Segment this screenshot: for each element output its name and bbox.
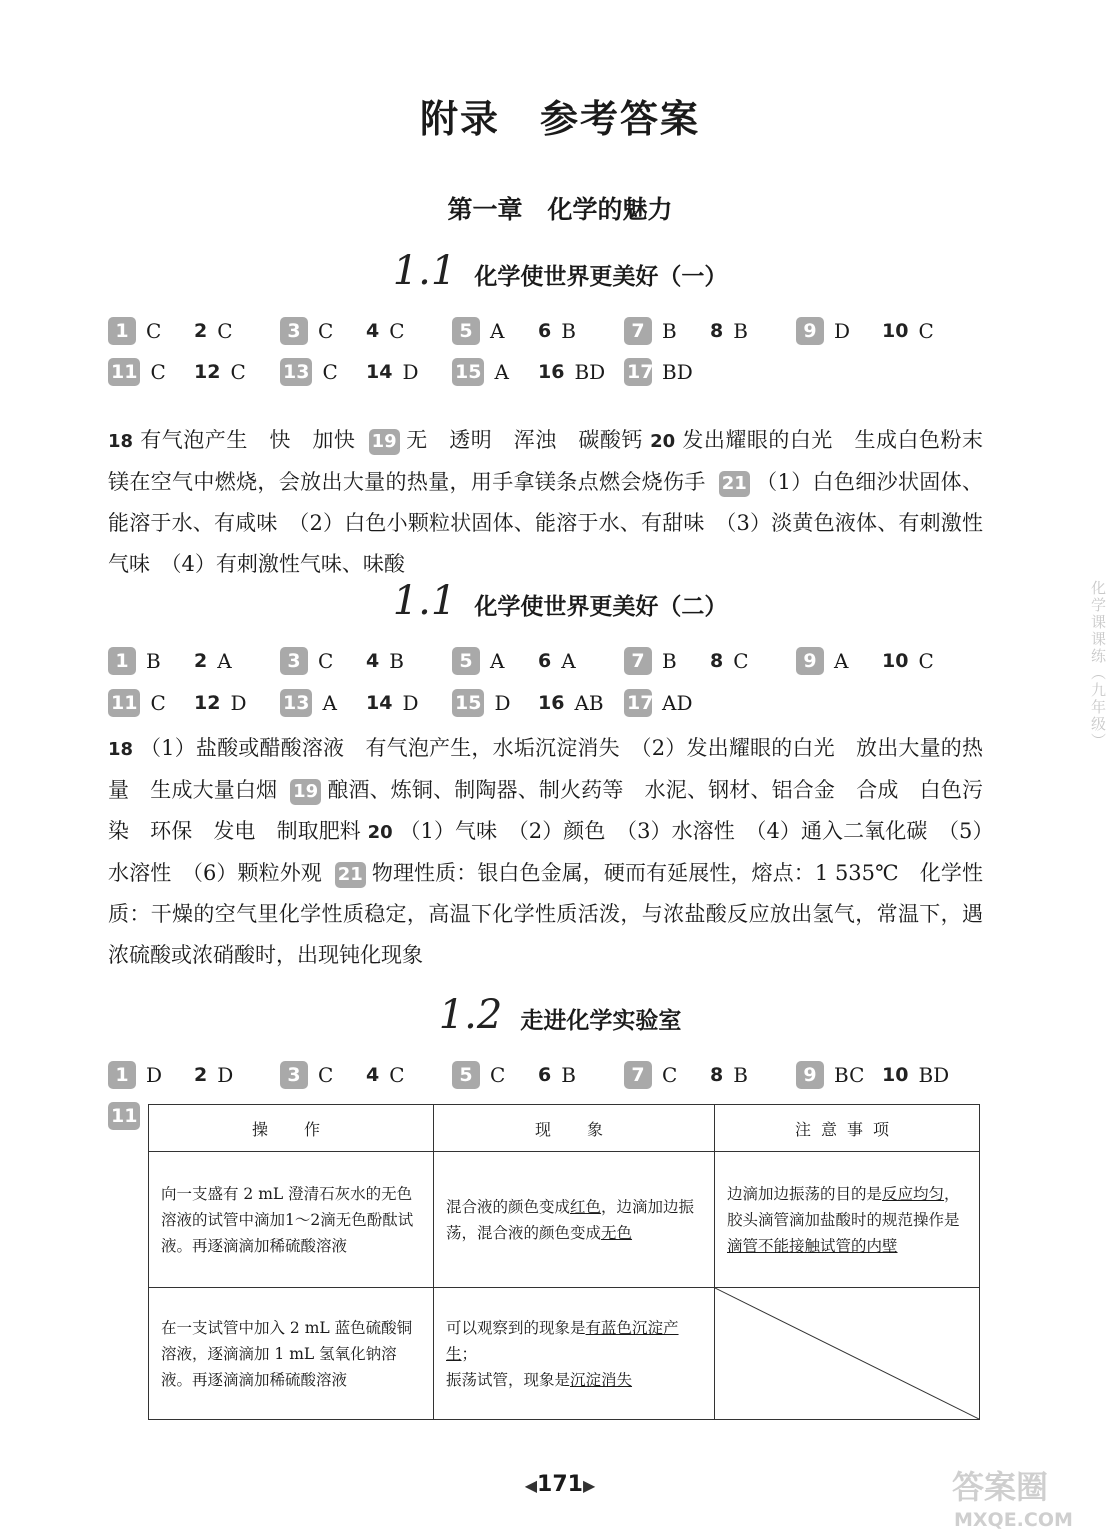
underlined-answer: 沉淀消失: [570, 1370, 633, 1389]
watermark-text-top: 答案圈: [952, 1468, 1049, 1506]
cell-text: ；: [461, 1344, 478, 1363]
answer-item: [366, 1063, 452, 1087]
answer-value: AB: [574, 691, 604, 715]
answer-value: A: [490, 649, 505, 673]
answer-value: C: [733, 649, 749, 673]
answer-value: AD: [662, 691, 693, 715]
answer-item: [452, 1061, 538, 1089]
question-number-boxed: 11: [108, 358, 140, 386]
answer-item: [194, 319, 280, 343]
question-number-boxed: 5: [452, 317, 480, 345]
answer-value: B: [662, 649, 677, 673]
question-number-boxed: 5: [452, 647, 480, 675]
answer-item: [624, 317, 710, 345]
operation-cell: 在一支试管中加入 2 mL 蓝色硫酸铜溶液，逐滴滴加 1 mL 氢氧化钠溶液。再逐滴滴加稀硫酸溶液: [149, 1288, 434, 1420]
answer-item: [108, 647, 194, 675]
answer-value: A: [490, 319, 505, 343]
question-number-boxed: 7: [624, 647, 652, 675]
question-number-boxed: 13: [280, 358, 312, 386]
section-name: 化学使世界更美好（一）: [474, 264, 728, 290]
answer-21: 物理性质：银白色金属，硬而有延展性，熔点：1 535℃ 化学性质：干燥的空气里化学性质稳定，高温下化学性质活泼，与浓盐酸反应放出氢气，常温下，遇浓硫酸或浓硝酸时，出现钝化现象: [108, 861, 983, 967]
answer-value: B: [733, 319, 748, 343]
question-number: 16: [538, 692, 565, 714]
answer-item: [366, 649, 452, 673]
question-number-boxed: 11: [108, 689, 140, 717]
answer-item: [796, 317, 882, 345]
table-row: [149, 1152, 980, 1288]
answer-value: C: [150, 691, 166, 715]
answer-item: [796, 1061, 882, 1089]
answer-item: [194, 649, 280, 673]
answer-item: [280, 317, 366, 345]
cell-text: ，胶头滴管滴加盐酸时的规范操作是: [727, 1184, 960, 1229]
question-number: 4: [366, 320, 380, 342]
question-number: 4: [366, 650, 380, 672]
answer-value: BD: [574, 360, 606, 384]
answer-value: A: [834, 649, 849, 673]
answer-item: [796, 647, 882, 675]
answer-item: [624, 647, 710, 675]
answer-value: C: [318, 649, 334, 673]
answer-item: [280, 647, 366, 675]
question-number-boxed: 19: [290, 779, 321, 805]
question-number-boxed: 5: [452, 1061, 480, 1089]
answer-item: [624, 358, 693, 386]
answer-row: [108, 688, 693, 718]
answer-19: 无 透明 浑浊 碳酸钙: [405, 428, 643, 452]
right-arrow-icon: ▶: [582, 1476, 596, 1495]
answer-item: [452, 358, 538, 386]
answer-item: [538, 1063, 624, 1087]
answer-row: [108, 316, 942, 346]
answer-value: C: [318, 1063, 334, 1087]
column-header: 注意事项: [715, 1105, 980, 1152]
empty-diagonal-cell: [715, 1288, 980, 1420]
answer-value: D: [146, 1063, 163, 1087]
chapter-title: 第一章 化学的魅力: [447, 195, 673, 224]
answer-item: [452, 647, 538, 675]
question-number: 10: [882, 1064, 909, 1086]
answer-value: D: [217, 1063, 234, 1087]
answer-item: [366, 360, 452, 384]
question-number: 6: [538, 650, 552, 672]
cell-text: 可以观察到的现象是: [446, 1318, 586, 1337]
question-number: 18: [108, 739, 134, 760]
question-number: 18: [108, 431, 134, 452]
answer-item: [452, 317, 538, 345]
answer-row: [108, 1060, 950, 1090]
question-number: 2: [194, 320, 208, 342]
question-number-boxed: 1: [108, 1061, 136, 1089]
answer-20: （1）气味 （2）颜色 （3）水溶性 （4）通入二氧化碳 （5）水溶性 （6）颗粒外观: [108, 819, 983, 885]
answer-item: [624, 689, 693, 717]
cell-text: 振荡试管，现象是: [446, 1370, 571, 1389]
question-number-boxed: 7: [624, 317, 652, 345]
answer-item: [538, 649, 624, 673]
cell-text: 边滴加边振荡的目的是: [727, 1184, 883, 1203]
left-arrow-icon: ◀: [524, 1476, 538, 1495]
question-number-boxed: 17: [624, 358, 652, 386]
answer-item: [624, 1061, 710, 1089]
question-number: 10: [882, 650, 909, 672]
question-number-boxed: 1: [108, 317, 136, 345]
question-number: 2: [194, 1064, 208, 1086]
cell-text: 混合液的颜色变成: [446, 1197, 571, 1216]
section-name: 走进化学实验室: [520, 1008, 682, 1034]
underlined-answer: 反应均匀: [882, 1184, 945, 1203]
section-heading-3: [0, 992, 1120, 1038]
answer-value: A: [217, 649, 232, 673]
answer-item: [108, 689, 194, 717]
answer-19: 酿酒、炼铜、制陶器、制火药等 水泥、钢材、铝合金 合成 白色污染 环保 发电 制取肥料: [108, 778, 983, 843]
answer-item: [882, 649, 942, 673]
answer-item: [538, 319, 624, 343]
answer-value: A: [494, 360, 509, 384]
answer-value: C: [918, 649, 934, 673]
answer-value: C: [146, 319, 162, 343]
answer-value: C: [662, 1063, 678, 1087]
question-number: 8: [710, 1064, 724, 1086]
diagonal-line: [715, 1288, 979, 1419]
answer-item: [108, 1061, 194, 1089]
answer-18: 有气泡产生 快 加快: [140, 428, 356, 452]
answer-value: C: [389, 1063, 405, 1087]
answer-item: [194, 691, 280, 715]
answer-value: B: [561, 319, 576, 343]
question-number-boxed: 3: [280, 317, 308, 345]
answer-item: [452, 689, 538, 717]
answer-value: C: [490, 1063, 506, 1087]
notes-cell: [715, 1152, 980, 1288]
side-margin-text: 化学课课练（九年级）: [1089, 580, 1107, 750]
underlined-answer: 红色: [570, 1197, 602, 1216]
answer-value: BD: [918, 1063, 950, 1087]
answer-value: C: [322, 360, 338, 384]
answer-paragraph: [108, 420, 1005, 585]
question-number-boxed: 13: [280, 689, 312, 717]
answer-value: D: [230, 691, 247, 715]
answer-value: B: [389, 649, 404, 673]
answer-value: C: [217, 319, 233, 343]
underlined-answer: 滴管不能接触试管的内壁: [727, 1236, 898, 1255]
answer-value: B: [662, 319, 677, 343]
question-number: 6: [538, 320, 552, 342]
answer-item: [108, 317, 194, 345]
answer-value: B: [561, 1063, 576, 1087]
operation-cell: 向一支盛有 2 mL 澄清石灰水的无色溶液的试管中滴加1～2滴无色酚酞试液。再逐滴滴加稀硫酸溶液: [149, 1152, 434, 1288]
question-number-boxed: 17: [624, 689, 652, 717]
section-number: 1.2: [438, 992, 503, 1038]
section-heading-2: [0, 578, 1120, 624]
answer-20: 发出耀眼的白光 生成白色粉末 镁在空气中燃烧，会放出大量的热量，用手拿镁条点燃会烧伤手: [108, 428, 1005, 494]
page-title: 附录 参考答案: [419, 97, 700, 141]
section-number: 1.1: [392, 248, 457, 294]
answer-item: [194, 1063, 280, 1087]
answer-value: B: [733, 1063, 748, 1087]
question-number-boxed: 3: [280, 1061, 308, 1089]
answer-row: [108, 357, 693, 387]
watermark-text-bottom: MXQE.COM: [954, 1509, 1073, 1531]
answer-18: （1）盐酸或醋酸溶液 有气泡产生，水垢沉淀消失 （2）发出耀眼的白光 放出大量的热量 生成大量白烟: [108, 736, 983, 802]
answer-value: C: [150, 360, 166, 384]
answer-item: [710, 1063, 796, 1087]
question-number: 16: [538, 361, 565, 383]
question-number-boxed: 15: [452, 358, 484, 386]
table-row: [149, 1288, 980, 1420]
table-header-row: [149, 1105, 980, 1152]
answer-item: [280, 1061, 366, 1089]
answer-value: C: [230, 360, 246, 384]
cell-text: ，边滴加边振荡，混合液的颜色变成: [446, 1197, 695, 1242]
question-number-boxed: 21: [335, 862, 366, 888]
answer-value: BD: [662, 360, 693, 384]
question-number: 20: [650, 431, 676, 452]
question-number-boxed: 9: [796, 647, 824, 675]
question-number-boxed: 21: [719, 471, 750, 497]
phenomenon-cell: [434, 1152, 715, 1288]
answer-item: [538, 360, 624, 384]
question-11-marker: [108, 1102, 140, 1130]
answer-value: C: [918, 319, 934, 343]
answer-value: A: [561, 649, 576, 673]
question-number: 2: [194, 650, 208, 672]
answer-value: D: [834, 319, 851, 343]
question-number: 6: [538, 1064, 552, 1086]
answer-value: B: [146, 649, 161, 673]
column-header: 操 作: [149, 1105, 434, 1152]
question-number: 10: [882, 320, 909, 342]
answer-value: A: [322, 691, 337, 715]
answer-21: （1）白色细沙状固体、能溶于水、有咸味 （2）白色小颗粒状固体、能溶于水、有甜味 （3）淡黄色液体、有刺激性气味 （4）有刺激性气味、味酸: [108, 470, 983, 576]
answer-item: [280, 689, 366, 717]
question-number-boxed: 3: [280, 647, 308, 675]
question-number: 12: [194, 692, 221, 714]
answer-value: BC: [834, 1063, 865, 1087]
answer-item: [882, 319, 942, 343]
answer-value: D: [402, 691, 419, 715]
question-number-boxed: 9: [796, 317, 824, 345]
answer-item: [366, 319, 452, 343]
question-number: 14: [366, 692, 393, 714]
answer-value: D: [402, 360, 419, 384]
answer-row: [108, 646, 942, 676]
question-number-boxed: 19: [369, 429, 400, 455]
answer-value: C: [389, 319, 405, 343]
answer-item: [882, 1063, 950, 1087]
question-number: 4: [366, 1064, 380, 1086]
question-number-boxed: 9: [796, 1061, 824, 1089]
page-number-value: 171: [537, 1472, 583, 1497]
answer-item: [710, 319, 796, 343]
question-number-boxed: 11: [108, 1102, 140, 1130]
answer-item: [710, 649, 796, 673]
underlined-answer: 无色: [601, 1223, 633, 1242]
question-number: 12: [194, 361, 221, 383]
question-number: 8: [710, 320, 724, 342]
section-heading-1: [0, 248, 1120, 294]
answer-item: [366, 691, 452, 715]
phenomenon-cell: [434, 1288, 715, 1420]
underlined-answer: 有蓝色沉淀产生: [446, 1318, 679, 1363]
answer-item: [538, 691, 624, 715]
question-number: 20: [367, 822, 393, 843]
answer-item: [108, 358, 194, 386]
answer-value: D: [494, 691, 511, 715]
section-number: 1.1: [392, 578, 457, 624]
column-header: 现 象: [434, 1105, 715, 1152]
operations-table: [148, 1104, 980, 1420]
question-number-boxed: 7: [624, 1061, 652, 1089]
question-number: 14: [366, 361, 393, 383]
answer-item: [194, 360, 280, 384]
answer-item: [280, 358, 366, 386]
question-number-boxed: 15: [452, 689, 484, 717]
question-number: 8: [710, 650, 724, 672]
watermark-logo: [948, 1462, 1118, 1532]
question-number-boxed: 1: [108, 647, 136, 675]
answer-paragraph: [108, 728, 983, 976]
section-name: 化学使世界更美好（二）: [474, 594, 728, 620]
answer-value: C: [318, 319, 334, 343]
